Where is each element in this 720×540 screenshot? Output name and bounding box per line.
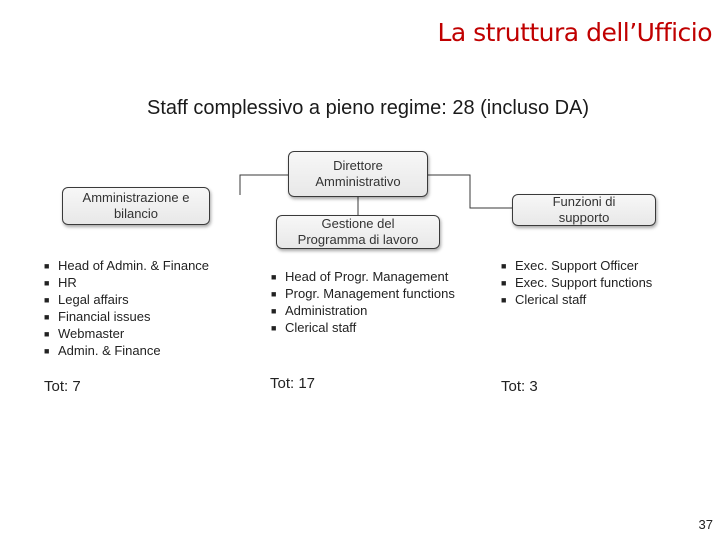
admin-total: Tot: 7 [44, 378, 81, 395]
bullet-icon: ■ [44, 278, 50, 288]
bullet-icon: ■ [44, 312, 50, 322]
list-item: ■ Webmaster [44, 326, 125, 341]
list-item: ■ Administration [271, 303, 368, 318]
bullet-icon: ■ [271, 272, 277, 282]
bullet-icon: ■ [501, 261, 507, 271]
list-item: ■ Progr. Management functions [271, 286, 455, 301]
director-line1: Direttore [333, 158, 383, 173]
director-box [288, 151, 428, 197]
director-line2: Amministrativo [315, 174, 401, 189]
bullet-icon: ■ [271, 289, 277, 299]
support-box-line1: Funzioni di [552, 194, 616, 209]
bullet-icon: ■ [44, 261, 50, 271]
bullet-icon: ■ [44, 346, 50, 356]
bullet-icon: ■ [501, 278, 507, 288]
bullet-icon: ■ [271, 306, 277, 316]
list-item: ■ Exec. Support Officer [501, 258, 639, 273]
programme-list [271, 268, 455, 336]
list-item: ■ Head of Admin. & Finance [44, 258, 210, 273]
support-total: Tot: 3 [501, 378, 538, 395]
programme-box-line2: Programma di lavoro [297, 232, 419, 247]
programme-box-line1: Gestione del [321, 216, 395, 231]
admin-box [62, 187, 210, 225]
admin-box-line1: Amministrazione e [82, 190, 190, 205]
support-box [512, 194, 656, 226]
admin-box-line2: bilancio [113, 206, 159, 221]
list-item: ■ Clerical staff [271, 320, 357, 335]
bullet-icon: ■ [271, 323, 277, 333]
list-item: ■ HR [44, 275, 77, 290]
bullet-icon: ■ [44, 295, 50, 305]
bullet-icon: ■ [44, 329, 50, 339]
list-item: ■ Admin. & Finance [44, 343, 161, 358]
support-list [501, 257, 652, 308]
connector-director-admin [240, 175, 288, 195]
admin-list [44, 257, 209, 359]
list-item: ■ Legal affairs [44, 292, 129, 307]
support-box-line2: supporto [558, 210, 610, 225]
programme-total: Tot: 17 [270, 375, 316, 392]
list-item: ■ Clerical staff [501, 292, 587, 307]
programme-box [276, 215, 440, 249]
slide-title: La struttura dell’Ufficio [437, 18, 712, 47]
list-item: ■ Exec. Support functions [501, 275, 653, 290]
list-item: ■ Financial issues [44, 309, 151, 324]
staff-summary: Staff complessivo a pieno regime: 28 (incluso DA) [147, 97, 590, 119]
bullet-icon: ■ [501, 295, 507, 305]
page-number: 37 [698, 517, 713, 532]
connector-director-support [428, 175, 512, 208]
list-item: ■ Head of Progr. Management [271, 269, 449, 284]
